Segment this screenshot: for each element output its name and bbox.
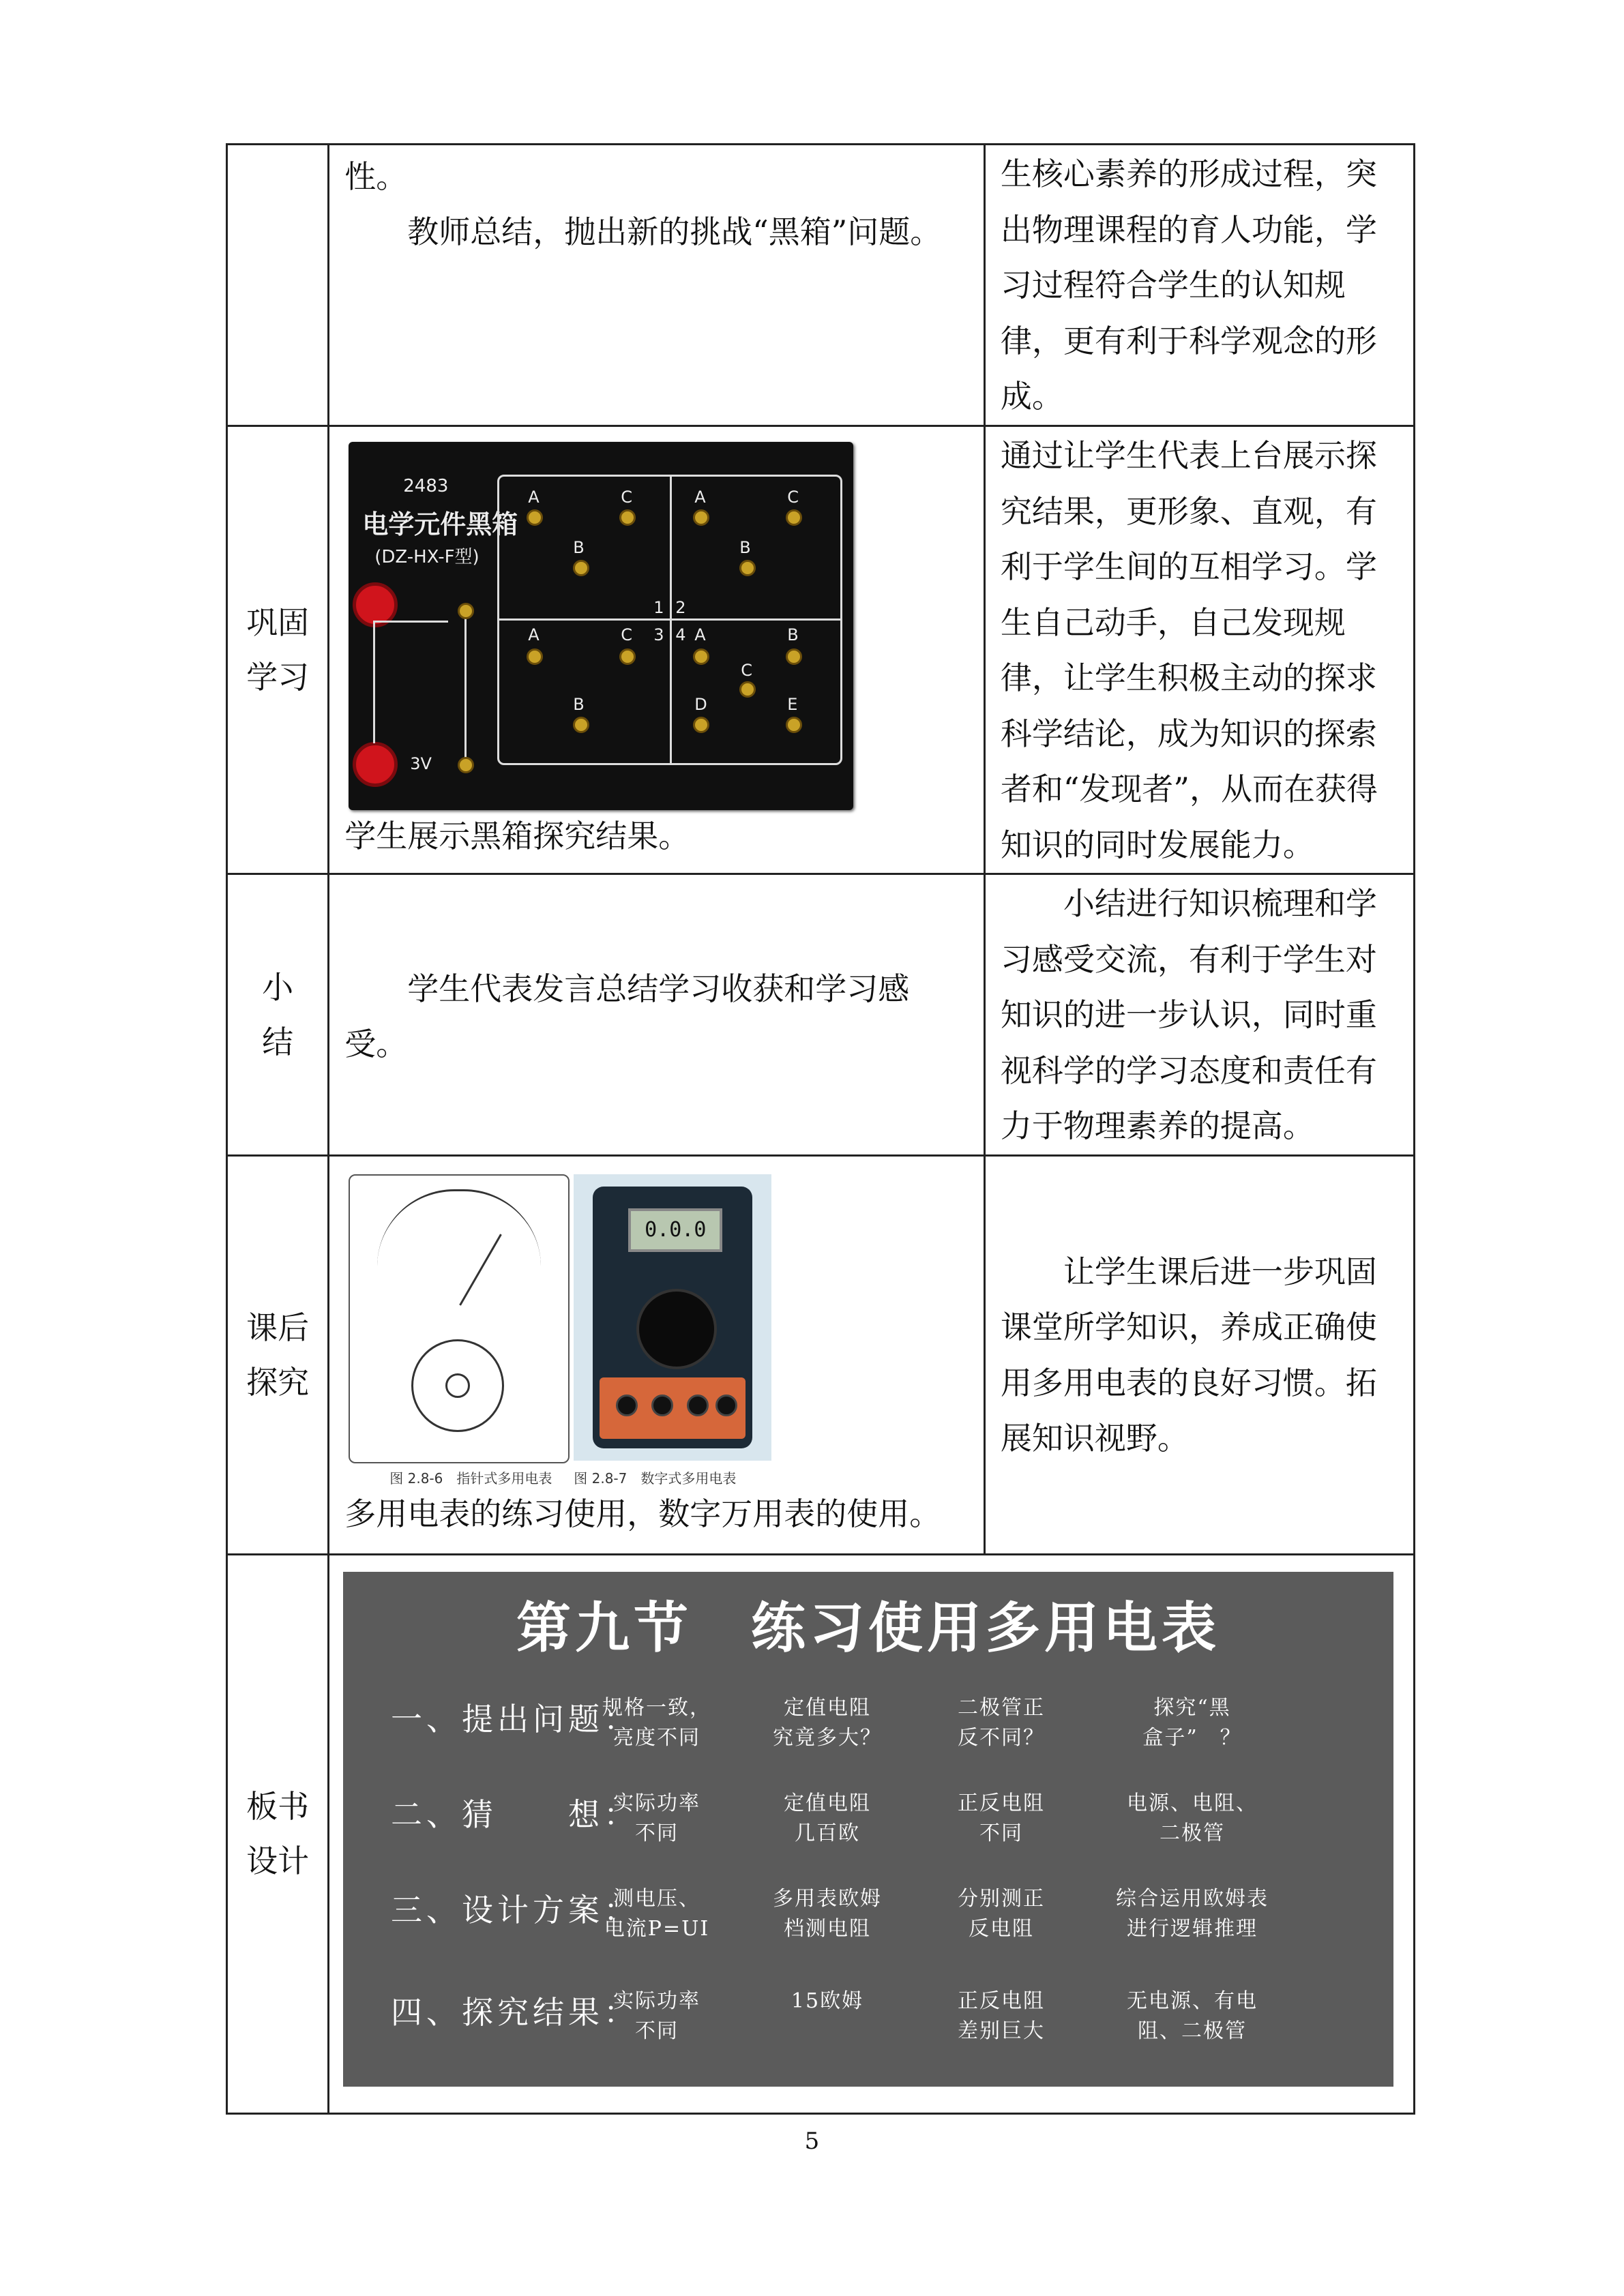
process-text: 学生代表发言总结学习收获和学习感受。	[344, 970, 910, 1062]
process-cell	[329, 145, 985, 426]
process-cell	[329, 1155, 985, 1554]
board-cell-text: 正反电阻 不同	[958, 1791, 1045, 1845]
board-cell-text: 实际功率 不同	[613, 1989, 700, 2043]
blackbox-image: 2483 电学元件黑箱 (DZ-HX-F型) 3V A C B A C B 1 2 3 4 A C B A B C D E	[349, 442, 853, 810]
stage-cell: 板书 设计	[227, 1554, 329, 2113]
table-row	[227, 145, 1415, 426]
board-cell-text: 定值电阻 几百欧	[784, 1791, 871, 1845]
board-cell-text: 无电源、有电 阻、二极管	[1127, 1989, 1258, 2043]
process-text: 教师总结，抛出新的挑战“黑箱”问题。	[407, 213, 942, 250]
board-row-label: 四、探究结果：	[391, 1994, 639, 2031]
digital-multimeter: 0.0.0	[574, 1174, 771, 1461]
board-row-label: 三、设计方案：	[391, 1892, 639, 1928]
process-text: 性。	[344, 158, 408, 195]
process-cell	[329, 874, 985, 1156]
blackboard	[343, 1572, 1393, 2087]
board-cell-text: 分别测正 反电阻	[958, 1887, 1045, 1941]
intent-cell	[984, 1155, 1414, 1554]
board-row-label: 一、提出问题：	[391, 1701, 639, 1738]
board-cell-text: 电源、电阻、 二极管	[1127, 1791, 1258, 1845]
process-cell	[329, 426, 985, 874]
intent-text: 生核心素养的形成过程，突出物理课程的育人功能，学习过程符合学生的认知规律，更有利于科学观念的形成。	[1000, 155, 1377, 415]
intent-text: 通过让学生代表上台展示探究结果，更形象、直观，有利于学生间的互相学习。学生自己动手，自己发现规律，让学生积极主动的探求科学结论，成为知识的探索者和“发现者”，从而在获得知识的同时发展能力。	[1000, 437, 1378, 863]
board-row-label: 二、猜 想：	[391, 1796, 639, 1833]
figure-label: 图 2.8-7 数字式多用电表	[574, 1470, 737, 1487]
board-cell-text: 综合运用欧姆表 进行逻辑推理	[1116, 1887, 1269, 1941]
stage-cell: 课后 探究	[227, 1155, 329, 1554]
board-cell-text: 15欧姆	[791, 1989, 864, 2013]
board-cell-text: 测电压、 电流P=UI	[604, 1887, 710, 1941]
intent-text: 让学生课后进一步巩固课堂所学知识，养成正确使用多用电表的良好习惯。拓展知识视野。	[1000, 1253, 1377, 1457]
analog-multimeter	[349, 1174, 570, 1463]
intent-cell	[984, 145, 1414, 426]
figure-label: 图 2.8-6 指针式多用电表	[389, 1470, 552, 1487]
stage-cell: 小 结	[227, 874, 329, 1156]
intent-cell	[984, 426, 1414, 874]
multimeter-images	[349, 1174, 984, 1502]
image-caption: 学生展示黑箱探究结果。	[344, 818, 690, 854]
table-row	[227, 874, 1415, 1156]
page-number: 5	[804, 2128, 820, 2155]
board-cell-text: 规格一致， 亮度不同	[602, 1696, 711, 1750]
board-cell-text: 正反电阻 差别巨大	[958, 1989, 1045, 2043]
stage-cell: 巩固 学习	[227, 426, 329, 874]
intent-cell	[984, 874, 1414, 1156]
image-caption: 多用电表的练习使用，数字万用表的使用。	[344, 1495, 941, 1532]
stage-cell	[227, 145, 329, 426]
board-cell-text: 二极管正 反不同？	[958, 1696, 1045, 1750]
board-title: 第九节 练习使用多用电表	[516, 1596, 1220, 1660]
intent-text: 小结进行知识梳理和学习感受交流，有利于学生对知识的进一步认识，同时重视科学的学习态度和责任有力于物理素养的提高。	[1000, 885, 1377, 1144]
table-row	[227, 426, 1415, 874]
board-cell-text: 实际功率 不同	[613, 1791, 700, 1845]
board-cell-text: 定值电阻 究竟多大？	[773, 1696, 882, 1750]
table-row	[227, 1155, 1415, 1554]
board-cell-text: 多用表欧姆 档测电阻	[773, 1887, 882, 1941]
board-cell-text: 探究“黑 盒子” ？	[1142, 1696, 1242, 1750]
